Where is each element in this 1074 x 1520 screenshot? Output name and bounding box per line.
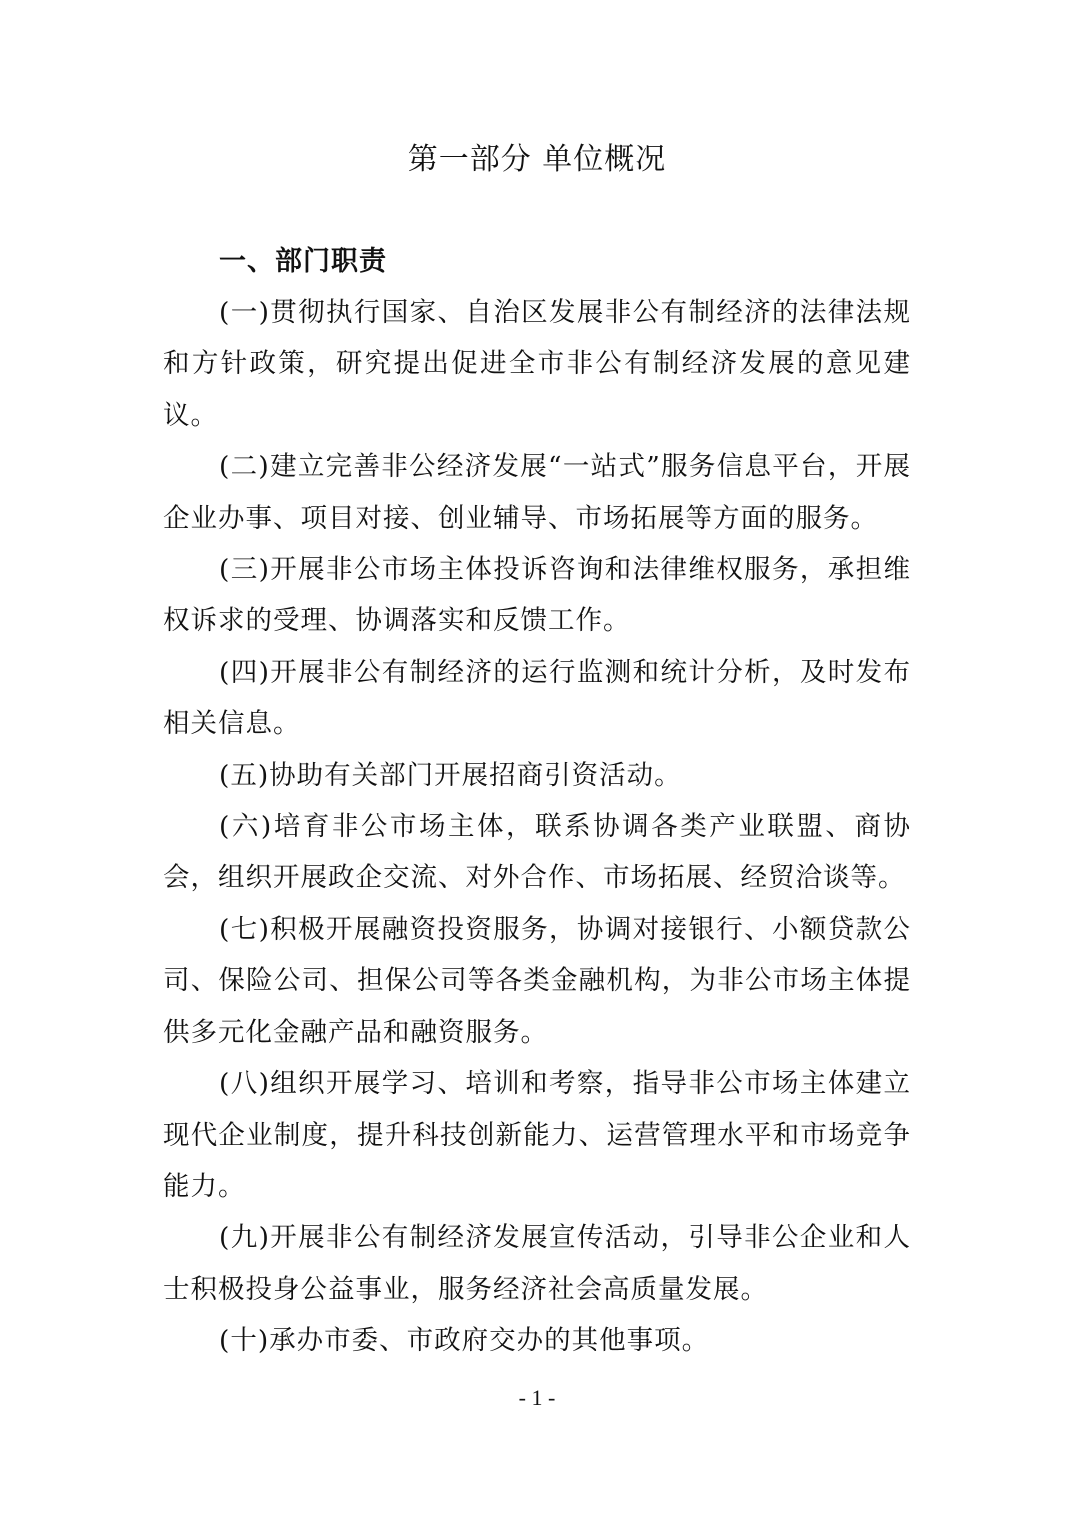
paragraph-3: (三)开展非公市场主体投诉咨询和法律维权服务，承担维权诉求的受理、协调落实和反馈工作。 <box>163 554 911 637</box>
paragraph-9: (九)开展非公有制经济发展宣传活动，引导非公企业和人士积极投身公益事业，服务经济社会高质量发展。 <box>163 1222 911 1305</box>
paragraph-5: (五)协助有关部门开展招商引资活动。 <box>219 759 682 791</box>
paragraph-7: (七)积极开展融资投资服务，协调对接银行、小额贷款公司、保险公司、担保公司等各类金融机构，为非公市场主体提供多元化金融产品和融资服务。 <box>163 913 911 1048</box>
paragraph-4: (四)开展非公有制经济的运行监测和统计分析，及时发布相关信息。 <box>163 656 911 740</box>
paragraph-6: (六)培育非公市场主体，联系协调各类产业联盟、商协会，组织开展政企交流、对外合作、市场拓展、经贸洽谈等。 <box>163 811 911 894</box>
page-title: 第一部分 单位概况 <box>407 142 667 177</box>
paragraph-2: (二)建立完善非公经济发展“一站式”服务信息平台，开展企业办事、项目对接、创业辅导、市场拓展等方面的服务。 <box>163 451 911 534</box>
paragraph-10: (十)承办市委、市政府交办的其他事项。 <box>219 1325 710 1357</box>
document-body <box>163 287 911 1367</box>
paragraph-8: (八)组织开展学习、培训和考察，指导非公市场主体建立现代企业制度，提升科技创新能力、运营管理水平和市场竞争能力。 <box>163 1068 911 1202</box>
section-heading: 一、部门职责 <box>219 246 387 277</box>
page-number: - 1 - <box>518 1385 556 1410</box>
paragraph-1: (一)贯彻执行国家、自治区发展非公有制经济的法律法规和方针政策，研究提出促进全市非公有制经济发展的意见建议。 <box>163 297 911 431</box>
